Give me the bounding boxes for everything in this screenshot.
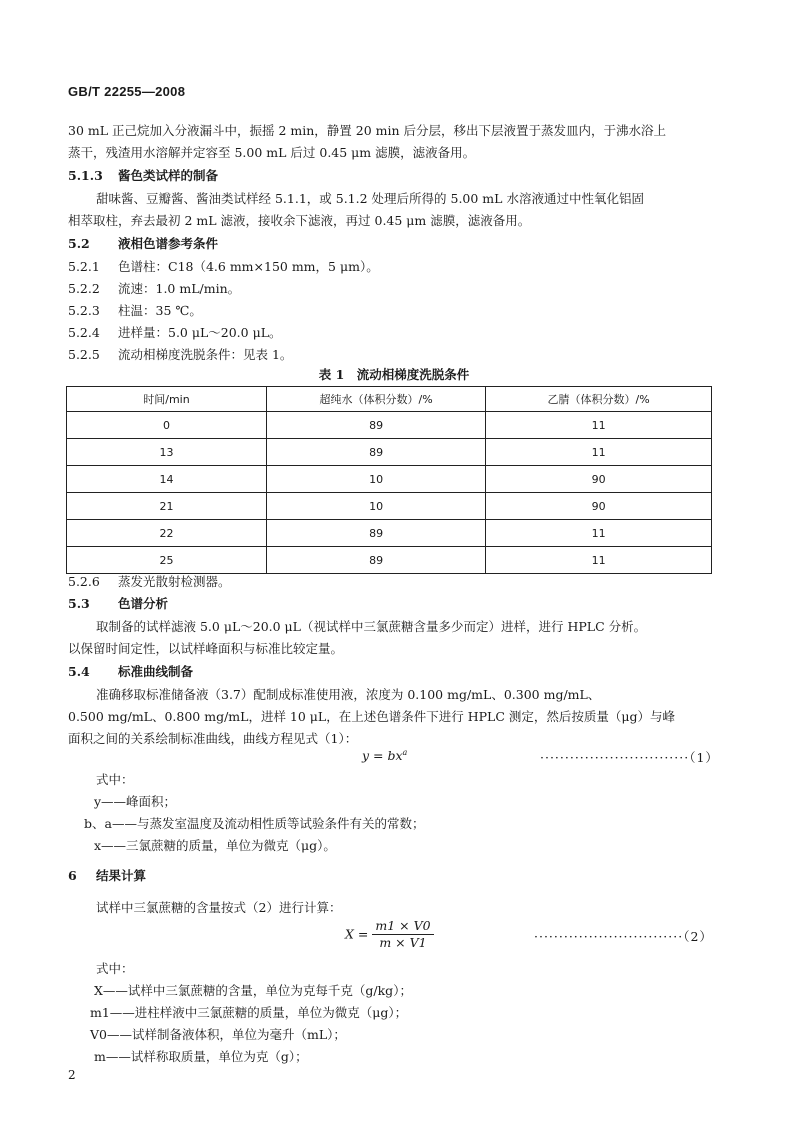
page-number: 2	[68, 1068, 76, 1082]
where-label: 式中：	[96, 961, 134, 976]
table-cell: 13	[67, 439, 267, 466]
equation-number: （2）	[683, 929, 713, 944]
section-number: 5.1.3	[68, 168, 103, 183]
table-cell: 89	[266, 547, 485, 574]
section-5-4-heading	[68, 662, 193, 680]
formula-numerator: m1 × V0	[372, 918, 433, 935]
section-title: 标准曲线制备	[118, 664, 194, 679]
standard-number: GB/T 22255—2008	[68, 84, 186, 99]
paragraph-line: 30 mL 正己烷加入分液漏斗中，振摇 2 min，静置 20 min 后分层，移出下层液置于蒸发皿内，于沸水浴上	[68, 123, 667, 138]
table-row	[67, 466, 712, 493]
equation-number: （1）	[689, 750, 719, 765]
table-caption: 表 1 流动相梯度洗脱条件	[318, 367, 470, 382]
section-title: 结果计算	[96, 868, 147, 883]
item-5-2-6	[68, 572, 231, 590]
table-row	[67, 412, 712, 439]
paragraph-line: 面积之间的关系绘制标准曲线，曲线方程见式（1）：	[68, 731, 358, 746]
formula-2	[345, 918, 434, 950]
item-5-2-4	[68, 323, 282, 341]
variable-definition: V0——试样制备液体积，单位为毫升（mL）；	[90, 1027, 346, 1042]
table-cell: 14	[67, 466, 267, 493]
paragraph-line: 0.500 mg/mL、0.800 mg/mL，进样 10 μL，在上述色谱条件下进行 HPLC 测定，然后按质量（μg）与峰	[68, 709, 675, 724]
table-cell: 90	[486, 493, 712, 520]
table-cell: 89	[266, 412, 485, 439]
paragraph-line: 相萃取柱，弃去最初 2 mL 滤液，接收余下滤液，再过 0.45 μm 滤膜，滤液备用。	[68, 213, 531, 228]
variable-definition: x——三氯蔗糖的质量，单位为微克（μg）。	[94, 838, 336, 853]
section-6-heading	[68, 866, 146, 884]
item-number: 5.2.1	[68, 259, 100, 274]
table-row	[67, 439, 712, 466]
paragraph-line: 准确移取标准储备液（3.7）配制成标准使用液，浓度为 0.100 mg/mL、0.300 mg/mL、	[96, 687, 601, 702]
item-text: 柱温：35 ℃。	[118, 303, 202, 318]
table-cell: 21	[67, 493, 267, 520]
formula-2-number	[534, 927, 713, 945]
section-number: 6	[68, 868, 77, 883]
variable-definition: b、a——与蒸发室温度及流动相性质等试验条件有关的常数；	[84, 816, 425, 831]
formula-lhs: X =	[345, 926, 369, 942]
item-number: 5.2.6	[68, 574, 100, 589]
paragraph-line: 取制备的试样滤液 5.0 μL～20.0 μL（视试样中三氯蔗糖含量多少而定）进样，进行 HPLC 分析。	[96, 619, 647, 634]
table-cell: 25	[67, 547, 267, 574]
table-cell: 11	[486, 439, 712, 466]
table-header-cell: 时间/min	[67, 387, 267, 412]
paragraph-line: 蒸干，残渣用水溶解并定容至 5.00 mL 后过 0.45 μm 滤膜，滤液备用。	[68, 145, 476, 160]
variable-definition: y——峰面积；	[94, 794, 177, 809]
table-cell: 11	[486, 520, 712, 547]
formula-expression: y = bx	[362, 748, 403, 764]
section-5-3-heading	[68, 594, 168, 612]
section-5-1-3-heading	[68, 166, 218, 184]
table-header-row	[67, 387, 712, 412]
dot-leader: ······························	[534, 929, 684, 944]
item-text: 进样量：5.0 μL～20.0 μL。	[118, 325, 282, 340]
table-cell: 10	[266, 493, 485, 520]
paragraph-line: 试样中三氯蔗糖的含量按式（2）进行计算：	[96, 900, 342, 915]
section-number: 5.4	[68, 664, 90, 679]
item-5-2-1	[68, 257, 379, 275]
table-cell: 11	[486, 412, 712, 439]
item-text: 流动相梯度洗脱条件：见表 1。	[118, 347, 293, 362]
item-number: 5.2.3	[68, 303, 100, 318]
table-cell: 22	[67, 520, 267, 547]
variable-definition: m——试样称取质量，单位为克（g）；	[94, 1049, 308, 1064]
formula-1-number	[540, 748, 719, 766]
item-5-2-3	[68, 301, 202, 319]
item-text: 蒸发光散射检测器。	[118, 574, 231, 589]
item-5-2-5	[68, 345, 292, 363]
section-number: 5.2	[68, 236, 90, 251]
table-cell: 11	[486, 547, 712, 574]
item-number: 5.2.5	[68, 347, 100, 362]
section-title: 色谱分析	[118, 596, 169, 611]
table-header-cell: 乙腈（体积分数）/%	[486, 387, 712, 412]
section-title: 酱色类试样的制备	[118, 168, 219, 183]
paragraph-line: 以保留时间定性，以试样峰面积与标准比较定量。	[68, 641, 344, 656]
section-number: 5.3	[68, 596, 90, 611]
dot-leader: ······························	[540, 750, 690, 765]
formula-1	[362, 748, 407, 763]
table-row	[67, 520, 712, 547]
table-cell: 89	[266, 520, 485, 547]
variable-definition: m1——进柱样液中三氯蔗糖的质量，单位为微克（μg）；	[90, 1005, 408, 1020]
formula-denominator: m × V1	[379, 935, 427, 950]
formula-exponent: a	[402, 748, 408, 757]
section-title: 液相色谱参考条件	[118, 236, 219, 251]
item-text: 色谱柱：C18（4.6 mm×150 mm，5 μm）。	[118, 259, 379, 274]
table-cell: 89	[266, 439, 485, 466]
formula-fraction	[372, 918, 433, 950]
where-label: 式中：	[96, 772, 134, 787]
table-header-cell: 超纯水（体积分数）/%	[266, 387, 485, 412]
item-text: 流速：1.0 mL/min。	[118, 281, 241, 296]
paragraph-line: 甜味酱、豆瓣酱、酱油类试样经 5.1.1，或 5.1.2 处理后所得的 5.00 mL 水溶液通过中性氧化铝固	[96, 191, 644, 206]
variable-definition: X——试样中三氯蔗糖的含量，单位为克每千克（g/kg）；	[94, 983, 412, 998]
gradient-table	[66, 386, 712, 574]
table-cell: 10	[266, 466, 485, 493]
table-cell: 0	[67, 412, 267, 439]
table-cell: 90	[486, 466, 712, 493]
section-5-2-heading	[68, 234, 218, 252]
table-row	[67, 547, 712, 574]
item-5-2-2	[68, 279, 240, 297]
item-number: 5.2.4	[68, 325, 100, 340]
item-number: 5.2.2	[68, 281, 100, 296]
table-row	[67, 493, 712, 520]
